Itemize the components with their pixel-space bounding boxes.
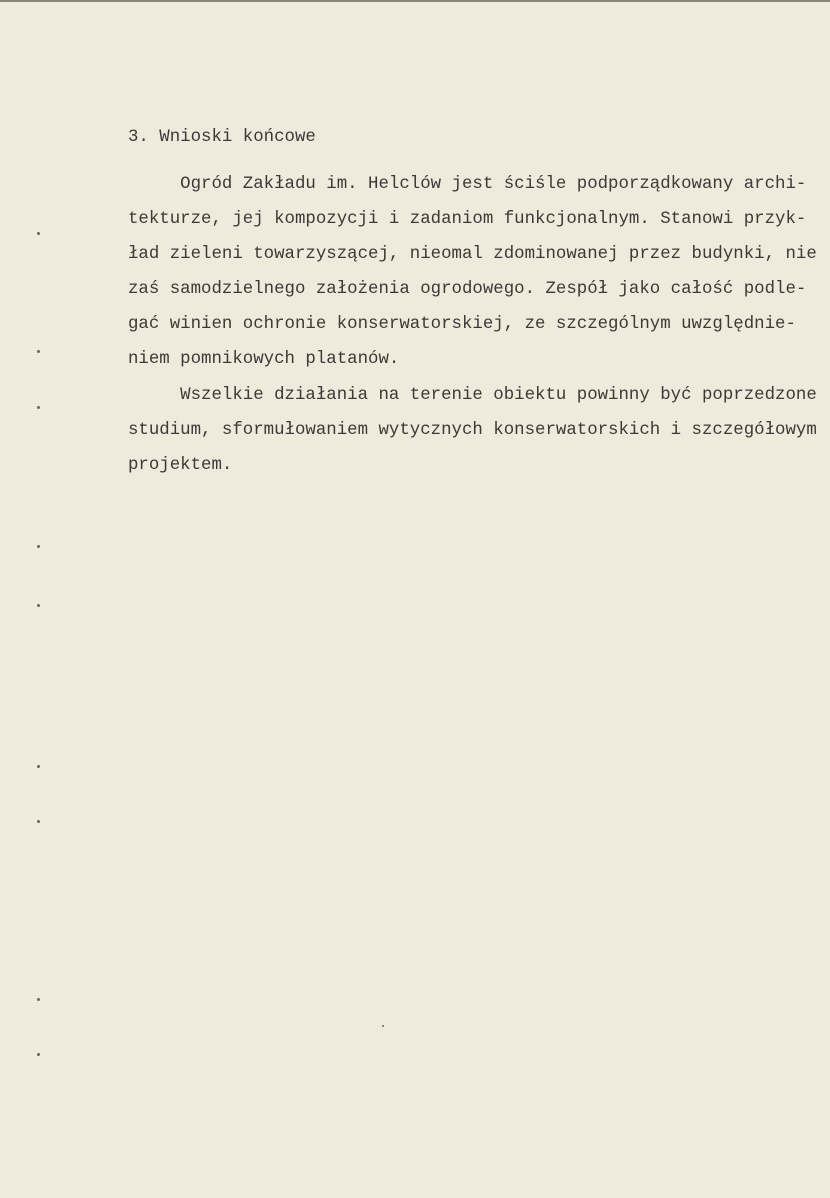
- margin-dot: [37, 545, 40, 548]
- margin-dot: [37, 820, 40, 823]
- paragraph-2-line-2: studium, sformułowaniem wytycznych konserwatorskich i szczegółowym: [128, 421, 817, 440]
- margin-dot: [37, 406, 40, 409]
- paragraph-2-line-3: projektem.: [128, 456, 233, 475]
- margin-dot: [37, 350, 40, 353]
- paragraph-1-line-4: zaś samodzielnego założenia ogrodowego. Zespół jako całość podle-: [128, 280, 807, 299]
- margin-dot: [37, 232, 40, 235]
- paragraph-1-line-3: ład zieleni towarzyszącej, nieomal zdominowanej przez budynki, nie: [128, 245, 817, 264]
- paragraph-2-line-1: Wszelkie działania na terenie obiektu powinny być poprzedzone: [128, 386, 817, 405]
- paragraph-1-line-5: gać winien ochronie konserwatorskiej, ze szczególnym uwzględnie-: [128, 315, 796, 334]
- margin-dot: [37, 998, 40, 1001]
- margin-dot: [37, 1053, 40, 1056]
- paragraph-1-line-1: Ogród Zakładu im. Helclów jest ściśle podporządkowany archi-: [128, 175, 807, 194]
- paragraph-1-line-2: tekturze, jej kompozycji i zadaniom funkcjonalnym. Stanowi przyk-: [128, 210, 807, 229]
- paper-speck: [382, 1025, 384, 1027]
- section-heading: 3. Wnioski końcowe: [128, 128, 316, 147]
- margin-dot: [37, 604, 40, 607]
- margin-dot: [37, 765, 40, 768]
- page-top-edge: [0, 0, 830, 2]
- paragraph-1-line-6: niem pomnikowych platanów.: [128, 350, 400, 369]
